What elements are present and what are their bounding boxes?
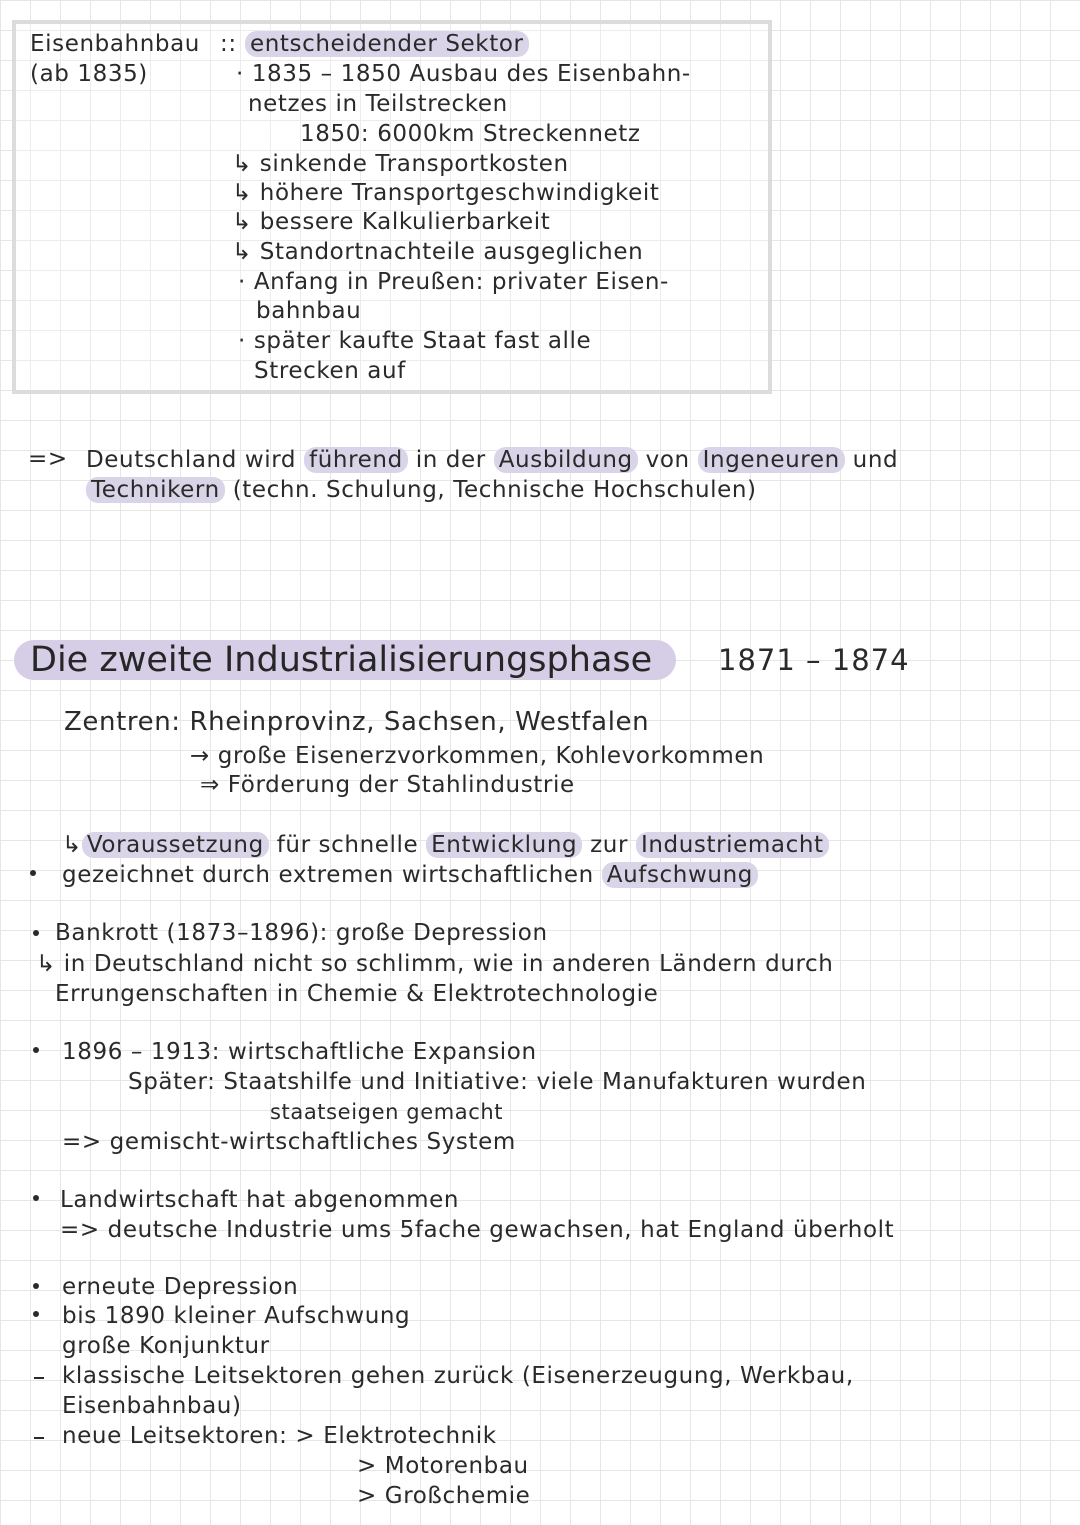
bankrott-line: Bankrott (1873–1896): große Depression — [55, 920, 548, 946]
box-line: · 1835 – 1850 Ausbau des Eisenbahn- — [236, 61, 691, 87]
depression-line: erneute Depression — [62, 1274, 299, 1300]
box-bullet: ↳ höhere Transportgeschwindigkeit — [232, 180, 660, 206]
conclusion-line-2 — [86, 476, 757, 504]
expansion-line: 1896 – 1913: wirtschaftliche Expansion — [62, 1039, 537, 1065]
box-line: · Anfang in Preußen: privater Eisen- — [238, 269, 669, 295]
bullet-dot — [33, 1195, 39, 1201]
conclusion-line-1 — [86, 446, 898, 474]
bankrott-sub: Errungenschaften in Chemie & Elektrotechnologie — [55, 981, 659, 1007]
conclusion-word: Deutschland — [86, 447, 237, 473]
bullet-dot — [33, 930, 39, 936]
box-label: Eisenbahnbau — [30, 31, 200, 57]
voraussetzung-line — [62, 831, 829, 859]
conclusion-arrow: => — [28, 446, 68, 472]
highlight-technikern: Technikern — [86, 477, 225, 503]
box-line: netzes in Teilstrecken — [248, 91, 508, 117]
zentren-line: Zentren: Rheinprovinz, Sachsen, Westfalen — [64, 707, 650, 737]
zentren-sub: → große Eisenerzvorkommen, Kohlevorkommen — [190, 743, 765, 769]
landwirtschaft-result: => deutsche Industrie ums 5fache gewachsen, hat England überholt — [60, 1217, 895, 1243]
conclusion-word: und — [852, 447, 899, 473]
highlight-voraussetzung: Voraussetzung — [82, 832, 269, 858]
box-heading — [245, 30, 529, 58]
expansion-sub: Später: Staatshilfe und Initiative: viele Manufakturen wurden — [128, 1069, 867, 1095]
landwirtschaft-line: Landwirtschaft hat abgenommen — [60, 1187, 460, 1213]
text-span: gezeichnet durch extremen wirtschaftlichen — [62, 862, 594, 888]
neue-line: neue Leitsektoren: > Elektrotechnik — [62, 1423, 497, 1449]
box-bullet: ↳ Standortnachteile ausgeglichen — [232, 239, 644, 265]
conclusion-word: wird — [244, 447, 297, 473]
dash-bullet — [34, 1437, 44, 1439]
section-years: 1871 – 1874 — [718, 643, 910, 677]
box-line: · später kaufte Staat fast alle — [238, 328, 592, 354]
box-line: bahnbau — [256, 298, 362, 324]
highlight-entwicklung: Entwicklung — [426, 832, 582, 858]
box-bullet: ↳ bessere Kalkulierbarkeit — [232, 209, 551, 235]
bullet-dot — [30, 870, 36, 876]
conclusion-word: von — [645, 447, 690, 473]
text-span: zur — [590, 832, 629, 858]
zentren-sub: ⇒ Förderung der Stahlindustrie — [200, 772, 575, 798]
aufschwung-small-line: bis 1890 kleiner Aufschwung — [62, 1303, 411, 1329]
box-heading-highlight: entscheidender Sektor — [245, 31, 529, 57]
box-line: 1850: 6000km Streckennetz — [300, 121, 641, 147]
bullet-dot — [33, 1311, 39, 1317]
klassische-sub: Eisenbahnbau) — [62, 1393, 242, 1419]
bankrott-sub: ↳ in Deutschland nicht so schlimm, wie in anderen Ländern durch — [36, 951, 834, 977]
aufschwung-line — [62, 861, 758, 889]
bullet-dot — [33, 1047, 39, 1053]
highlight-ingeneuren: Ingeneuren — [698, 447, 845, 473]
arrow-glyph: ↳ — [62, 832, 82, 858]
highlight-industriemacht: Industriemacht — [636, 832, 829, 858]
neue-sub: > Großchemie — [357, 1483, 531, 1509]
text-span: für schnelle — [276, 832, 419, 858]
klassische-line: klassische Leitsektoren gehen zurück (Eisenerzeugung, Werkbau, — [62, 1363, 854, 1389]
highlight-aufschwung: Aufschwung — [602, 862, 758, 888]
bullet-dot — [33, 1283, 39, 1289]
dash-bullet — [34, 1377, 44, 1379]
section-title: Die zweite Industrialisierungsphase — [14, 640, 676, 680]
neue-sub: > Motorenbau — [357, 1453, 529, 1479]
expansion-sub: staatseigen gemacht — [270, 1100, 504, 1124]
conclusion-rest: (techn. Schulung, Technische Hochschulen) — [232, 477, 757, 503]
box-bullet: ↳ sinkende Transportkosten — [232, 151, 569, 177]
expansion-result: => gemischt-wirtschaftliches System — [62, 1129, 516, 1155]
box-label-years: (ab 1835) — [30, 61, 148, 87]
box-separator: :: — [220, 31, 237, 57]
box-line: Strecken auf — [254, 358, 406, 384]
konjunktur-line: große Konjunktur — [62, 1333, 270, 1359]
highlight-fuehrend: führend — [304, 447, 408, 473]
conclusion-word: in der — [415, 447, 486, 473]
highlight-ausbildung: Ausbildung — [494, 447, 638, 473]
